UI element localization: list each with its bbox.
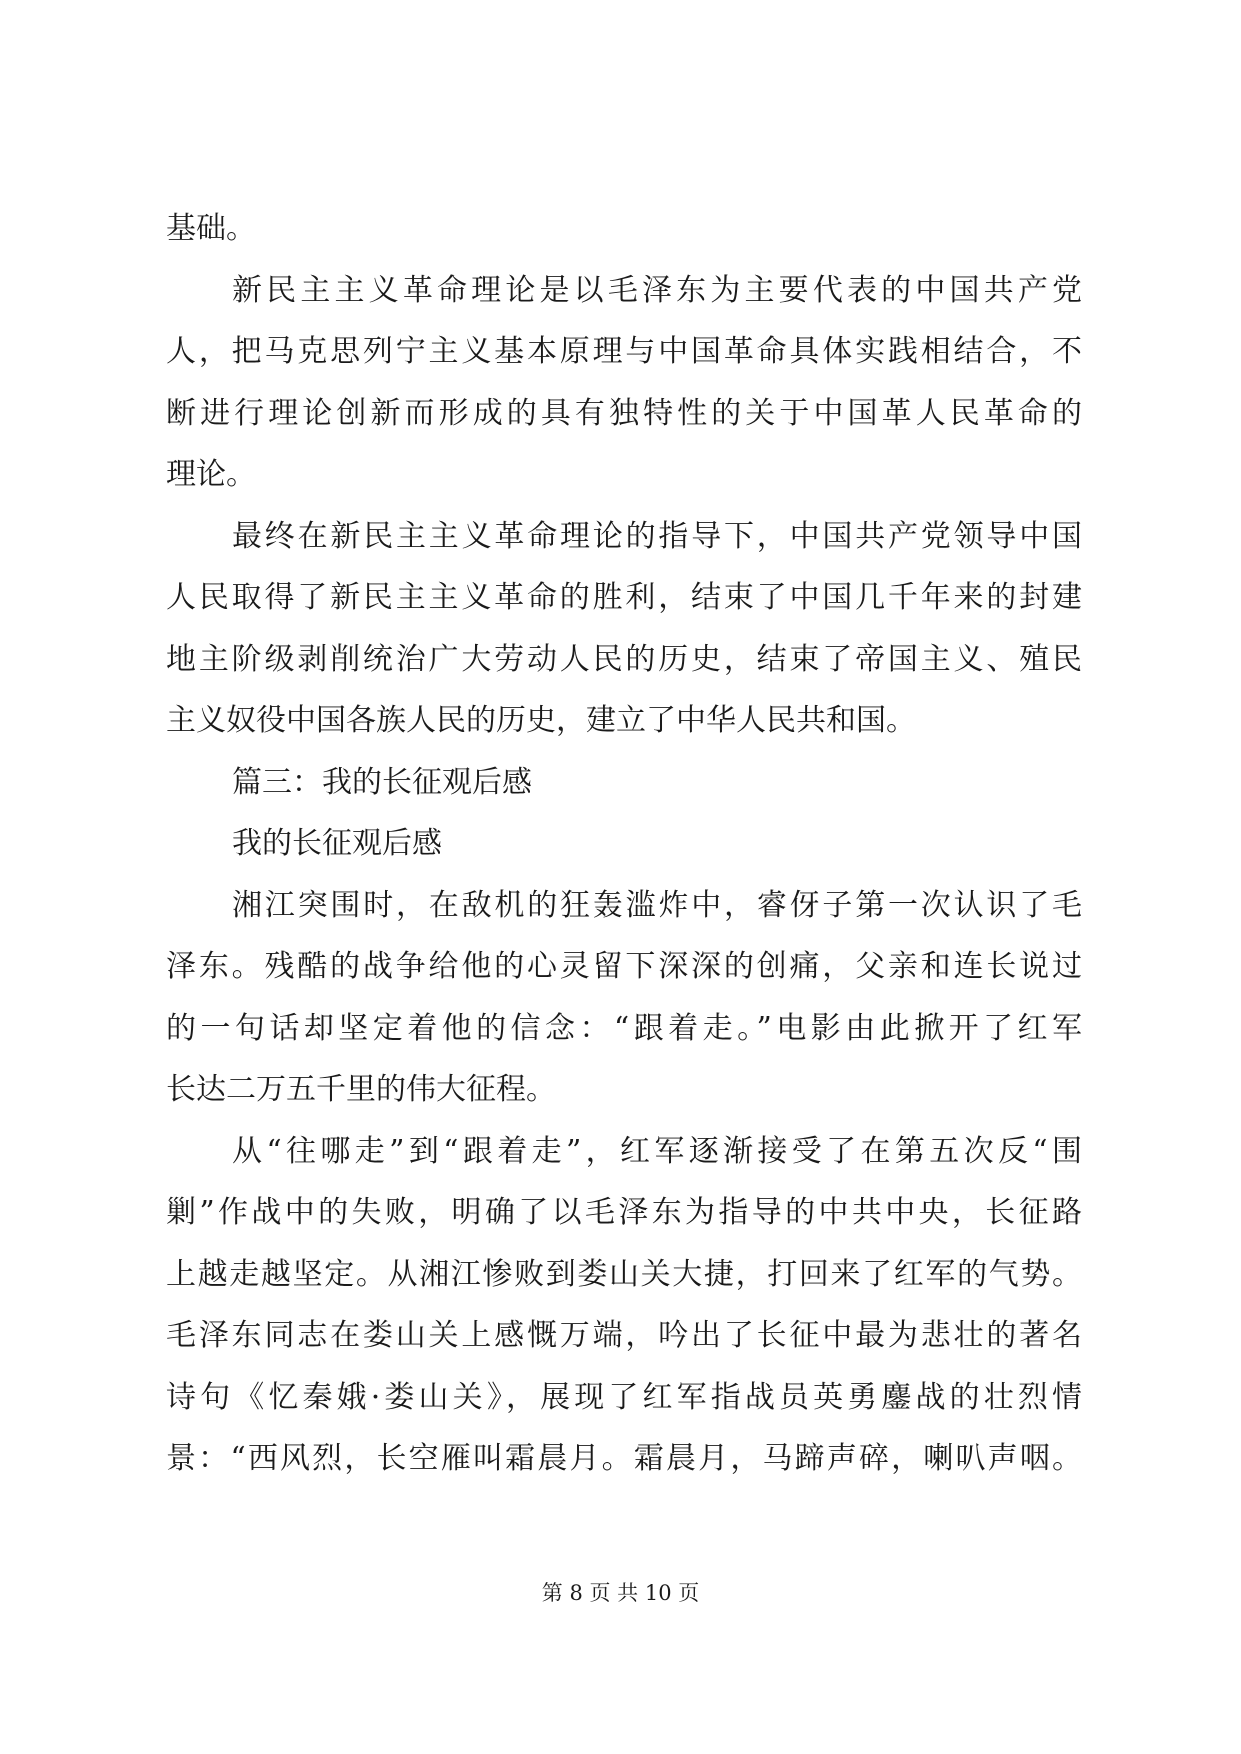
paragraph-line: 的一句话却坚定着他的信念：“跟着走。”电影由此掀开了红军 [166,1010,1082,1046]
paragraph-line: 景：“西风烈，长空雁叫霜晨月。霜晨月，马蹄声碎，喇叭声咽。 [166,1441,1082,1476]
paragraph-line: 上越走越坚定。从湘江惨败到娄山关大捷，打回来了红军的气势。 [166,1256,1082,1292]
paragraph-line: 诗句《忆秦娥·娄山关》，展现了红军指战员英勇鏖战的壮烈情 [166,1379,1082,1415]
paragraph-line: 湘江突围时，在敌机的狂轰滥炸中，睿伢子第一次认识了毛 [232,887,1082,923]
paragraph-line: 地主阶级剥削统治广大劳动人民的历史，结束了帝国主义、殖民 [166,641,1082,677]
article-title: 我的长征观后感 [232,826,442,861]
paragraph-line: 长达二万五千里的伟大征程。 [166,1072,556,1107]
section-heading: 篇三：我的长征观后感 [232,764,532,800]
paragraph-line: 主义奴役中国各族人民的历史，建立了中华人民共和国。 [166,703,916,738]
paragraph-line: 泽东。残酷的战争给他的心灵留下深深的创痛，父亲和连长说过 [166,949,1082,984]
paragraph-line: 人民取得了新民主主义革命的胜利，结束了中国几千年来的封建 [166,580,1082,615]
paragraph-line: 人，把马克思列宁主义基本原理与中国革命具体实践相结合，不 [166,334,1082,369]
paragraph-line: 新民主主义革命理论是以毛泽东为主要代表的中国共产党 [232,272,1082,308]
paragraph-line: 断进行理论创新而形成的具有独特性的关于中国革人民革命的 [166,395,1082,431]
paragraph-line: 理论。 [166,457,256,492]
paragraph-line: 基础。 [166,211,256,246]
paragraph-line: 从“往哪走”到“跟着走”，红军逐渐接受了在第五次反“围 [232,1133,1082,1169]
paragraph-line: 剿”作战中的失败，明确了以毛泽东为指导的中共中央，长征路 [166,1195,1082,1230]
paragraph-line: 毛泽东同志在娄山关上感慨万端，吟出了长征中最为悲壮的著名 [166,1318,1082,1353]
page-number-footer: 第 8 页 共 10 页 [541,1581,700,1605]
paragraph-line: 最终在新民主主义革命理论的指导下，中国共产党领导中国 [232,518,1082,554]
document-body [166,198,1082,1490]
